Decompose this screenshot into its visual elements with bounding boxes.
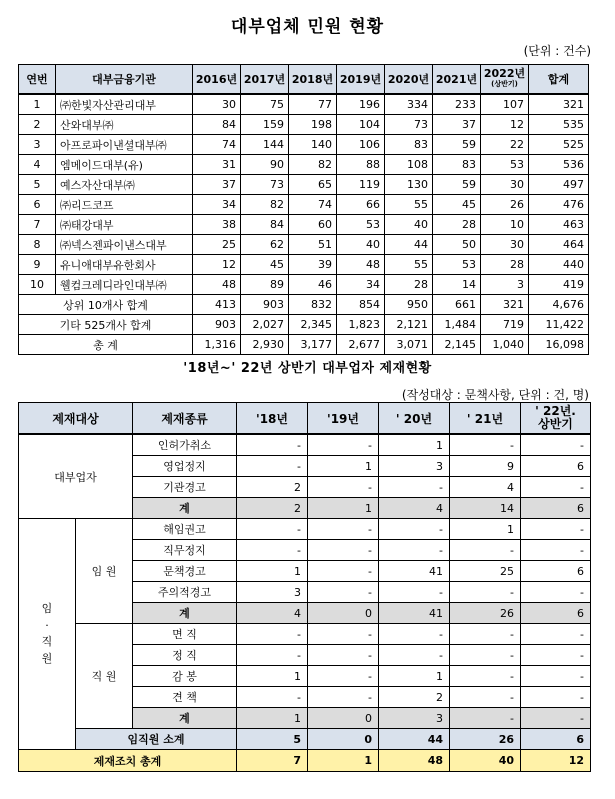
sanction-count: -: [521, 540, 591, 561]
col-header: '19년: [308, 403, 379, 435]
complaint-count: 34: [193, 195, 241, 215]
complaint-count: 536: [529, 155, 589, 175]
sanction-count: -: [521, 519, 591, 540]
sanction-count: -: [308, 624, 379, 645]
complaint-count: 38: [193, 215, 241, 235]
table-row: [19, 155, 589, 175]
complaint-count: 37: [193, 175, 241, 195]
sanction-type: 영업정지: [133, 456, 237, 477]
summary-value: 2,027: [241, 315, 289, 335]
sanction-count: 41: [379, 561, 450, 582]
summary-label: 기타 525개사 합계: [19, 315, 193, 335]
table1-unit: (단위 : 건수): [523, 44, 591, 58]
summary-value: 2,121: [385, 315, 433, 335]
sanction-count: -: [379, 645, 450, 666]
sanction-count: 2: [237, 477, 308, 498]
row-number: 7: [19, 215, 56, 235]
complaint-count: 12: [481, 115, 529, 135]
sanction-count: 9: [450, 456, 521, 477]
sanction-count: 1: [237, 666, 308, 687]
sanction-type: 인허가취소: [133, 434, 237, 456]
sanction-count: 1: [379, 666, 450, 687]
complaint-count: 73: [241, 175, 289, 195]
summary-label: 총 계: [19, 335, 193, 355]
complaint-count: 321: [529, 94, 589, 115]
col-header: 연번: [19, 65, 56, 95]
complaint-count: 82: [241, 195, 289, 215]
sanction-count: -: [450, 624, 521, 645]
complaint-count: 107: [481, 94, 529, 115]
table2-body: [19, 434, 591, 772]
summary-value: 413: [193, 295, 241, 315]
sanction-count: -: [521, 687, 591, 708]
lender-name: 유니애대부유한회사: [56, 255, 193, 275]
complaint-count: 44: [385, 235, 433, 255]
complaint-count: 108: [385, 155, 433, 175]
sanction-count: 5: [237, 729, 308, 750]
complaint-count: 130: [385, 175, 433, 195]
col-header: 제재대상: [19, 403, 133, 435]
complaint-count: 30: [481, 175, 529, 195]
sanction-type: 면 직: [133, 624, 237, 645]
sanction-count: -: [308, 561, 379, 582]
table2-unit: (작성대상 : 문책사항, 단위 : 건, 명): [401, 388, 589, 402]
sanction-count: -: [521, 708, 591, 729]
row-number: 2: [19, 115, 56, 135]
summary-value: 2,930: [241, 335, 289, 355]
group-lender: 대부업자: [19, 434, 133, 519]
sanction-count: -: [308, 666, 379, 687]
sanction-count: -: [521, 582, 591, 603]
sanction-type: 견 책: [133, 687, 237, 708]
sanction-count: 0: [308, 603, 379, 624]
complaint-count: 62: [241, 235, 289, 255]
col-header-year: ' 22년.: [535, 404, 576, 418]
complaint-count: 106: [337, 135, 385, 155]
sanction-count: 6: [521, 456, 591, 477]
complaint-count: 73: [385, 115, 433, 135]
sanction-count: 26: [450, 603, 521, 624]
complaint-count: 22: [481, 135, 529, 155]
complaint-count: 82: [289, 155, 337, 175]
col-header: [481, 65, 529, 95]
complaint-count: 419: [529, 275, 589, 295]
summary-value: 1,484: [433, 315, 481, 335]
sanction-type: 주의적경고: [133, 582, 237, 603]
complaint-count: 55: [385, 255, 433, 275]
complaint-count: 464: [529, 235, 589, 255]
complaint-count: 31: [193, 155, 241, 175]
complaints-table: [18, 64, 589, 355]
complaint-count: 53: [337, 215, 385, 235]
complaint-count: 84: [193, 115, 241, 135]
col-header: 합계: [529, 65, 589, 95]
complaint-count: 88: [337, 155, 385, 175]
sanction-count: 1: [237, 561, 308, 582]
complaint-count: 40: [337, 235, 385, 255]
sanction-type: 해임권고: [133, 519, 237, 540]
lender-name: 산와대부㈜: [56, 115, 193, 135]
complaint-count: 3: [481, 275, 529, 295]
sanction-count: -: [521, 434, 591, 456]
complaint-count: 66: [337, 195, 385, 215]
complaint-count: 53: [481, 155, 529, 175]
sanction-count: 48: [379, 750, 450, 772]
complaint-count: 535: [529, 115, 589, 135]
complaint-count: 48: [193, 275, 241, 295]
complaint-count: 59: [433, 175, 481, 195]
sanction-type: 문책경고: [133, 561, 237, 582]
sanction-count: -: [308, 519, 379, 540]
table-row: [19, 624, 591, 645]
summary-value: 854: [337, 295, 385, 315]
col-header: 대부금융기관: [56, 65, 193, 95]
lender-name: ㈜한빛자산관리대부: [56, 94, 193, 115]
complaint-count: 28: [433, 215, 481, 235]
row-number: 6: [19, 195, 56, 215]
group-employee: 직 원: [76, 624, 133, 729]
sanction-count: -: [237, 434, 308, 456]
lender-name: ㈜넥스젠파이낸스대부: [56, 235, 193, 255]
sanction-count: -: [237, 645, 308, 666]
sanction-type: 계: [133, 498, 237, 519]
complaint-count: 28: [481, 255, 529, 275]
sanction-count: 44: [379, 729, 450, 750]
col-header-half: 상반기: [538, 417, 573, 431]
summary-value: 2,145: [433, 335, 481, 355]
sanction-count: 1: [308, 456, 379, 477]
row-number: 8: [19, 235, 56, 255]
sanction-count: -: [521, 477, 591, 498]
summary-value: 1,823: [337, 315, 385, 335]
complaint-count: 119: [337, 175, 385, 195]
col-header: 2021년: [433, 65, 481, 95]
col-header-year: 2022년: [483, 67, 526, 80]
group-staff-char: 원: [41, 651, 53, 665]
sanction-count: -: [450, 582, 521, 603]
summary-value: 11,422: [529, 315, 589, 335]
summary-value: 3,071: [385, 335, 433, 355]
table1-title: 대부업체 민원 현황: [230, 17, 385, 37]
sanction-count: -: [308, 477, 379, 498]
lender-name: 아프로파이낸셜대부㈜: [56, 135, 193, 155]
sanction-count: 2: [379, 687, 450, 708]
col-header: ' 20년: [379, 403, 450, 435]
summary-value: 1,316: [193, 335, 241, 355]
sanction-count: 1: [308, 498, 379, 519]
sanction-count: 1: [308, 750, 379, 772]
table1-body: [19, 94, 589, 355]
lender-name: 웰컴크레디라인대부㈜: [56, 275, 193, 295]
complaint-count: 476: [529, 195, 589, 215]
table2-title: '18년~' 22년 상반기 대부업자 제재현황: [183, 361, 432, 376]
summary-value: 2,677: [337, 335, 385, 355]
summary-row: [19, 295, 589, 315]
sanction-count: -: [237, 687, 308, 708]
sanction-count: -: [237, 519, 308, 540]
sanction-count: -: [308, 434, 379, 456]
lender-name: ㈜리드코프: [56, 195, 193, 215]
sanction-count: 4: [450, 477, 521, 498]
row-number: 10: [19, 275, 56, 295]
sanction-count: -: [237, 540, 308, 561]
col-header: 제재종류: [133, 403, 237, 435]
row-number: 4: [19, 155, 56, 175]
summary-value: 832: [289, 295, 337, 315]
complaint-count: 28: [385, 275, 433, 295]
sanction-type: 직무정지: [133, 540, 237, 561]
complaint-count: 48: [337, 255, 385, 275]
sanction-count: 41: [379, 603, 450, 624]
summary-value: 1,040: [481, 335, 529, 355]
sanction-count: 4: [237, 603, 308, 624]
sanction-count: 3: [237, 582, 308, 603]
sanction-count: -: [379, 477, 450, 498]
lender-name: 엠메이드대부(유): [56, 155, 193, 175]
complaint-count: 233: [433, 94, 481, 115]
col-header: 2017년: [241, 65, 289, 95]
complaint-count: 37: [433, 115, 481, 135]
col-header-half: (상반기): [491, 80, 518, 88]
summary-value: 2,345: [289, 315, 337, 335]
table-row: [19, 135, 589, 155]
sanction-count: -: [450, 687, 521, 708]
col-header: '18년: [237, 403, 308, 435]
staff-subtotal-row: [19, 729, 591, 750]
sanction-count: 6: [521, 561, 591, 582]
sanction-count: 6: [521, 729, 591, 750]
complaint-count: 14: [433, 275, 481, 295]
complaint-count: 104: [337, 115, 385, 135]
summary-value: 321: [481, 295, 529, 315]
table2-header-row: [19, 403, 591, 435]
sanction-type: 정 직: [133, 645, 237, 666]
complaint-count: 463: [529, 215, 589, 235]
complaint-count: 25: [193, 235, 241, 255]
sanction-count: -: [308, 645, 379, 666]
sanction-count: 12: [521, 750, 591, 772]
sanction-count: -: [450, 645, 521, 666]
staff-subtotal-label: 임직원 소계: [76, 729, 237, 750]
sanction-count: -: [379, 624, 450, 645]
table-row: [19, 434, 591, 456]
sanction-count: -: [379, 519, 450, 540]
grand-total-label: 제재조치 총계: [19, 750, 237, 772]
group-staff-char: 임: [41, 602, 53, 615]
summary-value: 903: [193, 315, 241, 335]
sanction-count: -: [308, 687, 379, 708]
sanction-count: -: [308, 540, 379, 561]
sanction-count: 3: [379, 708, 450, 729]
table-row: [19, 115, 589, 135]
summary-value: 16,098: [529, 335, 589, 355]
complaint-count: 83: [433, 155, 481, 175]
complaint-count: 198: [289, 115, 337, 135]
sanction-count: 26: [450, 729, 521, 750]
complaint-count: 89: [241, 275, 289, 295]
table-row: [19, 195, 589, 215]
complaint-count: 30: [481, 235, 529, 255]
complaint-count: 159: [241, 115, 289, 135]
sanction-count: -: [521, 666, 591, 687]
sanction-count: 25: [450, 561, 521, 582]
table-row: [19, 519, 591, 540]
complaint-count: 51: [289, 235, 337, 255]
sanction-count: -: [450, 434, 521, 456]
lender-name: 예스자산대부㈜: [56, 175, 193, 195]
group-officer: 임 원: [76, 519, 133, 624]
complaint-count: 30: [193, 94, 241, 115]
complaint-count: 75: [241, 94, 289, 115]
summary-row: [19, 315, 589, 335]
sanction-type: 기관경고: [133, 477, 237, 498]
complaint-count: 50: [433, 235, 481, 255]
sanction-type: 감 봉: [133, 666, 237, 687]
complaint-count: 53: [433, 255, 481, 275]
table-row: [19, 215, 589, 235]
col-header: 2016년: [193, 65, 241, 95]
complaint-count: 84: [241, 215, 289, 235]
complaint-count: 45: [433, 195, 481, 215]
table1-header-row: [19, 65, 589, 95]
summary-label: 상위 10개사 합계: [19, 295, 193, 315]
complaint-count: 497: [529, 175, 589, 195]
complaint-count: 40: [385, 215, 433, 235]
complaint-count: 12: [193, 255, 241, 275]
sanction-count: 14: [450, 498, 521, 519]
summary-value: 661: [433, 295, 481, 315]
sanction-count: 40: [450, 750, 521, 772]
sanction-count: -: [379, 582, 450, 603]
sanction-count: -: [450, 708, 521, 729]
sanction-count: -: [237, 456, 308, 477]
table-row: [19, 235, 589, 255]
sanction-type: 계: [133, 603, 237, 624]
row-number: 1: [19, 94, 56, 115]
summary-value: 4,676: [529, 295, 589, 315]
complaint-count: 26: [481, 195, 529, 215]
sanction-count: 1: [237, 708, 308, 729]
sanction-count: 6: [521, 603, 591, 624]
complaint-count: 46: [289, 275, 337, 295]
complaint-count: 45: [241, 255, 289, 275]
group-staff-char: ·: [45, 618, 49, 632]
sanction-count: 7: [237, 750, 308, 772]
summary-row: [19, 335, 589, 355]
sanction-count: 1: [379, 434, 450, 456]
sanction-count: 0: [308, 729, 379, 750]
summary-value: 3,177: [289, 335, 337, 355]
complaint-count: 39: [289, 255, 337, 275]
col-header: 2019년: [337, 65, 385, 95]
sanction-count: -: [450, 540, 521, 561]
complaint-count: 65: [289, 175, 337, 195]
complaint-count: 144: [241, 135, 289, 155]
row-number: 5: [19, 175, 56, 195]
summary-value: 950: [385, 295, 433, 315]
table-row: [19, 94, 589, 115]
sanction-count: 4: [379, 498, 450, 519]
complaint-count: 90: [241, 155, 289, 175]
sanction-count: 3: [379, 456, 450, 477]
complaint-count: 440: [529, 255, 589, 275]
sanction-count: -: [521, 645, 591, 666]
sanction-count: 0: [308, 708, 379, 729]
sanction-count: -: [379, 540, 450, 561]
complaint-count: 59: [433, 135, 481, 155]
sanction-count: 1: [450, 519, 521, 540]
sanction-count: -: [450, 666, 521, 687]
sanction-count: 6: [521, 498, 591, 519]
complaint-count: 334: [385, 94, 433, 115]
table-row: [19, 175, 589, 195]
sanctions-table: [18, 402, 591, 772]
col-header: 2020년: [385, 65, 433, 95]
complaint-count: 10: [481, 215, 529, 235]
complaint-count: 74: [289, 195, 337, 215]
complaint-count: 196: [337, 94, 385, 115]
sanction-type: 계: [133, 708, 237, 729]
summary-value: 903: [241, 295, 289, 315]
group-staff-char: 직: [41, 635, 53, 648]
sanction-count: -: [521, 624, 591, 645]
summary-value: 719: [481, 315, 529, 335]
col-header: [521, 403, 591, 435]
row-number: 3: [19, 135, 56, 155]
complaint-count: 83: [385, 135, 433, 155]
grand-total-row: [19, 750, 591, 772]
sanction-count: -: [237, 624, 308, 645]
complaint-count: 77: [289, 94, 337, 115]
complaint-count: 34: [337, 275, 385, 295]
complaint-count: 74: [193, 135, 241, 155]
complaint-count: 525: [529, 135, 589, 155]
group-staff: [19, 519, 76, 750]
complaint-count: 55: [385, 195, 433, 215]
row-number: 9: [19, 255, 56, 275]
lender-name: ㈜태강대부: [56, 215, 193, 235]
sanction-count: -: [308, 582, 379, 603]
col-header: 2018년: [289, 65, 337, 95]
table-row: [19, 255, 589, 275]
table-row: [19, 275, 589, 295]
complaint-count: 140: [289, 135, 337, 155]
sanction-count: 2: [237, 498, 308, 519]
complaint-count: 60: [289, 215, 337, 235]
col-header: ' 21년: [450, 403, 521, 435]
